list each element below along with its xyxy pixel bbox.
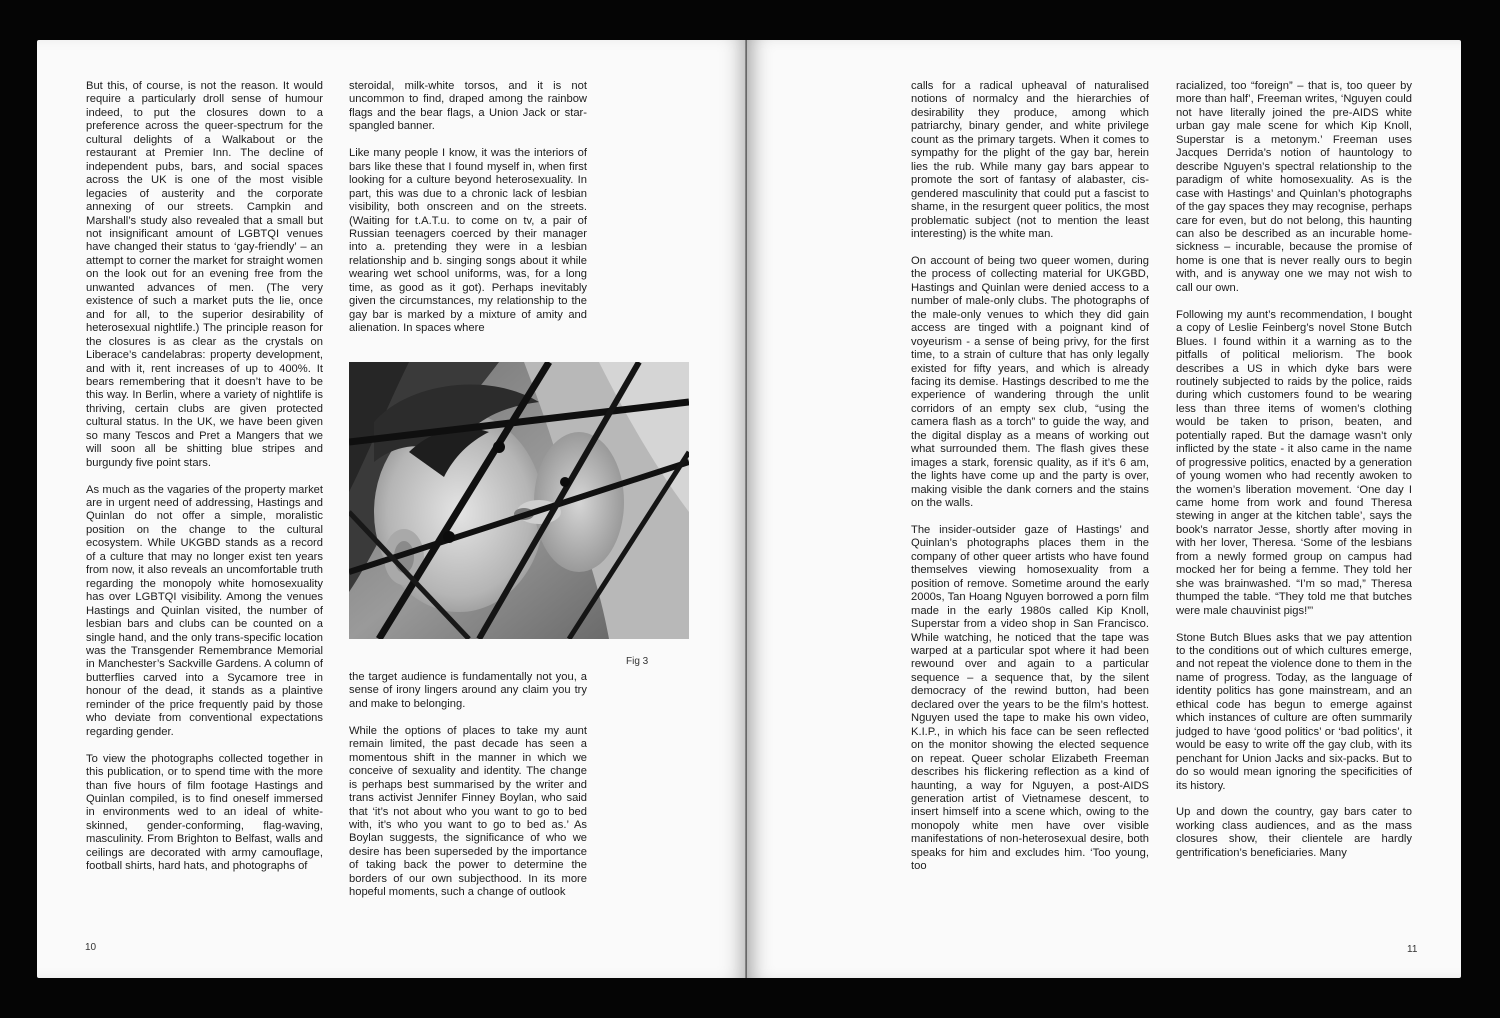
page-number-left: 10: [85, 942, 97, 953]
right-page-column-1: [911, 80, 1149, 874]
left-page-column-1: [86, 80, 323, 874]
right-page: [747, 40, 1461, 978]
figure-caption: Fig 3: [626, 656, 649, 667]
paragraph: racialized, too “foreign” – that is, too queer by more than half’, Freeman writes, ‘Nguyen could not have literally joined the pre-AIDS white urban gay male scene for which Kip Knoll, Superstar is a metonym.’ Freeman uses Jacques Derrida’s notion of hauntology to describe Nguyen’s spectral relationship to the paradigm of white homosexuality. As is the case with Hastings’ and Quinlan’s photographs of the gay spaces they may recognise, perhaps care for even, but do not belong, this haunting can also be described as an incurable home-sickness – incurable, because the promise of home is one that is never really ours to begin with, and is anyway one we may not wish to call our own.: [1176, 80, 1412, 294]
paragraph: the target audience is fundamentally not you, a sense of irony lingers around any claim you try and make to belonging.: [349, 671, 587, 710]
page-number-right: 11: [1407, 944, 1418, 955]
paragraph: Stone Butch Blues asks that we pay attention to the conditions out of which cultures emerge, and not repeat the violence done to them in the name of progress. Today, as the language of identity politics has gone mainstream, and an ethical code has begun to emerge against which instances of culture are often summarily judged to have ‘good politics’ or ‘bad politics’, it would be easy to write off the gay club, with its penchant for Union Jacks and six-packs. But to do so would mean ignoring the specificities of its history.: [1176, 631, 1412, 792]
paragraph: Up and down the country, gay bars cater to working class audiences, and as the mass closures show, their clientele are hardly gentrification’s beneficiaries. Many: [1176, 806, 1412, 859]
paragraph: But this, of course, is not the reason. It would require a particularly droll sense of humour indeed, to put the closures down to a preference across the queer-spectrum for the cultural delights of a Walkabout or the restaurant at Premier Inn. The decline of independent pubs, bars, and social spaces across the UK is one of the most visible legacies of austerity and the corporate annexing of our streets. Campkin and Marshall’s study also revealed that a small but not insignificant amount of LGBTQI venues have changed their status to ‘gay-friendly’ – an attempt to corner the market for straight women on the look out for an evening free from the unwanted advances of men. (The very existence of such a market puts the lie, once and for all, to the superior desirability of heterosexual nightlife.) The principle reason for the closures is as clear as the crystals on Liberace’s candelabras: property development, and with it, rent increases of up to 400%. It bears remembering that it doesn’t have to be this way. In Berlin, where a variety of nightlife is thriving, certain clubs are given protected cultural status. In the UK, we have been given so many Tescos and Pret a Mangers that we will soon all be shitting blue stripes and burgundy five point stars.: [86, 80, 323, 469]
paragraph: The insider-outsider gaze of Hastings’ and Quinlan’s photographs places them in the company of other queer artists who have found themselves viewing homosexuality from a position of remove. Sometime around the early 2000s, Tan Hoang Nguyen borrowed a porn film made in the early 1980s called Kip Knoll, Superstar from a video shop in San Francisco. While watching, he noticed that the tape was warped at a particular spot where it had been rewound over and again to a particular sequence – a sequence that, by the silent democracy of the rewind button, had been declared over the years to be the film’s hottest. Nguyen used the tape to make his own video, K.I.P., in which his face can be seen reflected on the monitor showing the elected sequence on repeat. Queer scholar Elizabeth Freeman describes his flickering reflection as a kind of haunting, a way for Nguyen, a post-AIDS generation artist of Vietnamese descent, to insert himself into a scene which, owing to the monopoly white men have over visible manifestations of non-heterosexual desire, both speaks for him and excludes him. ‘Too young, too: [911, 523, 1149, 873]
paragraph: steroidal, milk-white torsos, and it is not uncommon to find, draped among the rainbow flags and the bear flags, a Union Jack or star-spangled banner.: [349, 80, 587, 133]
paragraph: calls for a radical upheaval of naturalised notions of normalcy and the hierarchies of desirability they produce, among which patriarchy, binary gender, and white privilege count as the primary targets. When it comes to sympathy for the plight of the gay bar, herein lies the rub. While many gay bars appear to promote the sort of fantasy of alabaster, cis-gendered masculinity that could put a fascist to shame, in the resurgent queer politics, the most problematic subject (not to mention the least interesting) is the white man.: [911, 80, 1149, 240]
paragraph: Following my aunt’s recommendation, I bought a copy of Leslie Feinberg’s novel Stone Butch Blues. I found within it a warning as to the pitfalls of political meliorism. The book describes a US in which dyke bars were routinely subjected to raids by the police, raids during which customers found to be wearing less than three items of women’s clothing would be taken to prison, beaten, and potentially raped. But the damage wasn’t only inflicted by the state - it also came in the name of progressive politics, enacted by a generation of young women who had recently awoken to the women’s liberation movement. ‘One day I came home from work and found Theresa stewing in anger at the kitchen table’, says the book’s narrator Jesse, shortly after moving in with her lover, Theresa. ‘Some of the lesbians from a newly formed group on campus had mocked her for being a femme. They told her she was brainwashed. “I’m so mad,” Theresa thumped the table. “They told me that butches were male chauvinist pigs!”’: [1176, 308, 1412, 617]
paragraph: While the options of places to take my aunt remain limited, the past decade has seen a momentous shift in the manner in which we conceive of sexuality and identity. The change is perhaps best summarised by the writer and trans activist Jennifer Finney Boylan, who said that ‘it’s not about who you want to go to bed with, it’s who you want to go to bed as.’ As Boylan suggests, the significance of who we desire has been superseded by the importance of taking back the power to determine the borders of our own subjecthood. In its more hopeful moments, such a change of outlook: [349, 724, 587, 899]
paragraph: On account of being two queer women, during the process of collecting material for UKGBD, Hastings and Quinlan were denied access to a number of male-only clubs. The photographs of the male-only venues to which they did gain access are tinged with a poignant kind of voyeurism - a sense of being privy, for the first time, to a strain of culture that has only legally existed for fifty years, and which is already facing its demise. Hastings described to me the experience of wandering through the unlit corridors of an empty sex club, “using the camera flash as a torch” to guide the way, and the digital display as a means of working out what surrounded them. The flash gives these images a stark, forensic quality, as if it’s 6 am, the lights have come up and the party is over, making visible the dank corners and the stains on the walls.: [911, 254, 1149, 510]
right-page-column-2: [1176, 80, 1412, 860]
paragraph: As much as the vagaries of the property market are in urgent need of addressing, Hastings and Quinlan do not offer a simple, moralistic position on the change to the cultural ecosystem. While UKGBD stands as a record of a culture that may no longer exist ten years from now, it also reveals an uncomfortable truth regarding the monopoly white homosexuality has over LGBTQI visibility. Among the venues Hastings and Quinlan visited, the number of lesbian bars and clubs can be counted on a single hand, and the only trans-specific location was the Transgender Remembrance Memorial in Manchester’s Sackville Gardens. A column of butterflies carved into a Sycamore tree in honour of the dead, it stands as a plaintive reminder of the price frequently paid by those who deviate from conventional expectations regarding gender.: [86, 483, 323, 738]
figure-photograph: [349, 362, 689, 639]
left-page-column-2-bottom: [349, 671, 587, 900]
paragraph: To view the photographs collected together in this publication, or to spend time with the more than five hours of film footage Hastings and Quinlan compiled, is to find oneself immersed in environments wed to an ideal of white-skinned, gender-conforming, flag-waving, masculinity. From Brighton to Belfast, walls and ceilings are decorated with army camouflage, football shirts, hard hats, and photographs of: [86, 752, 323, 873]
photo-kiss-through-fence: [349, 362, 689, 639]
left-page-column-2-top: [349, 80, 587, 336]
left-page: [37, 40, 747, 978]
paragraph: Like many people I know, it was the interiors of bars like these that I found myself in, when first looking for a culture beyond heterosexuality. In part, this was due to a chronic lack of lesbian visibility, both onscreen and on the streets. (Waiting for t.A.T.u. to come on tv, a pair of Russian teenagers coerced by their manager into a. pretending they were in a lesbian relationship and b. singing songs about it while wearing wet school uniforms, was, for a long time, as good as it got). Perhaps inevitably given the circumstances, my relationship to the gay bar is marked by a mixture of amity and alienation. In spaces where: [349, 147, 587, 335]
